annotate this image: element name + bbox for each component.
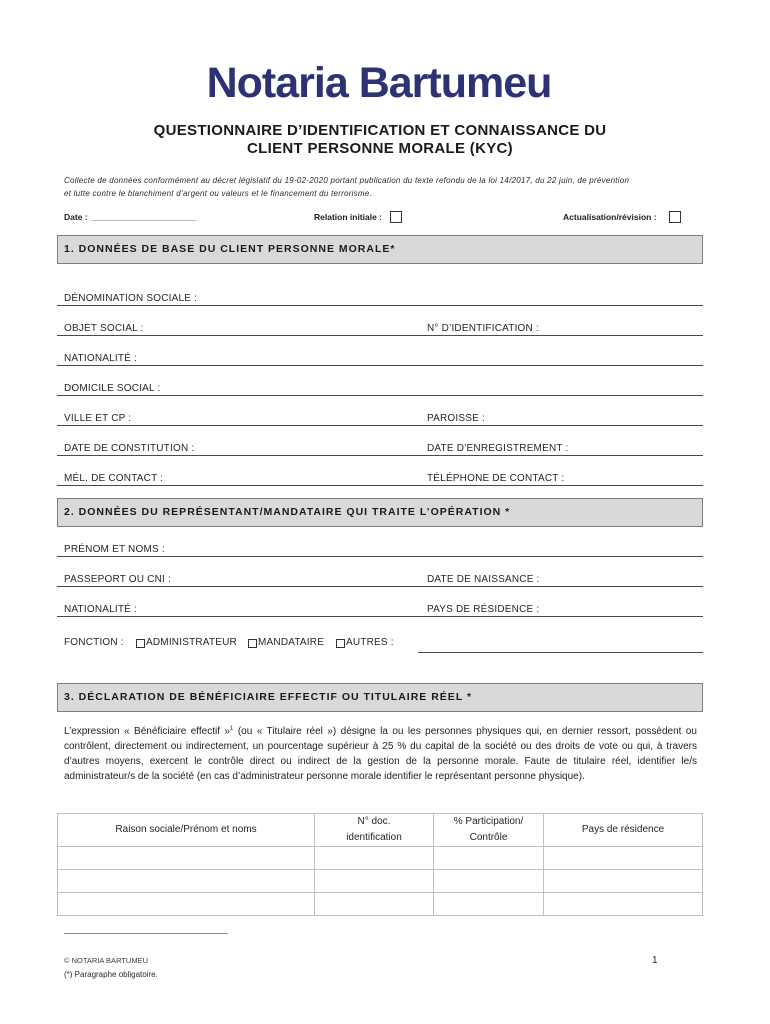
table-cell[interactable] [58,893,315,916]
nationalite-cell [57,336,703,365]
fonction-option-mandataire[interactable] [248,637,324,649]
mandatory-paragraph-note: (*) Paragraphe obligatoire. [64,970,158,979]
paroisse-label: PAROISSE : [427,413,485,424]
table-cell[interactable] [434,847,544,870]
table-cell[interactable] [544,870,703,893]
mandataire-label: MANDATAIRE [258,637,325,648]
section-3-heading: 3. DÉCLARATION DE BÉNÉFICIAIRE EFFECTIF OU TITULAIRE RÉEL * [57,683,703,712]
fonction-option-administrateur[interactable] [136,637,237,649]
header-pays-residence [544,814,703,847]
page-title-line-2: CLIENT PERSONNE MORALE (KYC) [247,140,513,157]
date-enregistrement-field[interactable] [568,443,703,455]
nationalite-residence-row [57,587,703,617]
page-title-line-1: QUESTIONNAIRE D’IDENTIFICATION ET CONNAISSANCE DU [153,122,607,139]
header-pays-residence-text: Pays de résidence [581,824,665,835]
table-cell[interactable] [315,870,434,893]
telephone-contact-field[interactable] [564,473,703,485]
date-label: Date : [64,212,88,222]
table-cell[interactable] [544,893,703,916]
table-row [58,847,703,870]
passeport-cni-field[interactable] [171,574,427,586]
header-participation [434,814,544,847]
paroisse-field[interactable] [485,413,703,425]
autres-checkbox[interactable] [336,639,345,648]
mandataire-checkbox[interactable] [248,639,257,648]
ville-cp-cell [57,396,427,425]
prenom-noms-field[interactable] [165,544,703,556]
table-cell[interactable] [58,847,315,870]
dates-row [57,426,703,456]
header-participation-line-2: Contrôle [469,832,508,843]
telephone-contact-cell [427,456,703,485]
pays-residence-field[interactable] [539,604,703,616]
fonction-option-autres[interactable] [336,637,394,649]
table-body [58,847,703,916]
numero-identification-field[interactable] [539,323,703,335]
date-naissance-cell [427,557,703,586]
date-naissance-label: DATE DE NAISSANCE : [427,574,540,585]
numero-identification-label: N° D’IDENTIFICATION : [427,323,539,334]
autres-field[interactable] [418,639,703,653]
mel-contact-label: MÉL. DE CONTACT : [64,473,164,484]
domicile-social-cell [57,366,703,395]
table-row [58,870,703,893]
date-enregistrement-cell [427,426,703,455]
legal-intro-line-1: Collecte de données conformément au décret législatif du 19-02-2020 portant publication du texte refondu de la loi 14/2017, du 22 juin, de prévention [64,176,630,185]
footnote-reference: 1 [230,726,234,732]
mel-contact-field[interactable] [163,473,427,485]
fonction-label: FONCTION : [64,637,124,648]
numero-identification-cell [427,306,703,335]
header-numero-document-line-2: identification [346,832,402,843]
header-numero-document [315,814,434,847]
objet-social-field[interactable] [144,323,428,335]
client-base-data-fields [57,276,703,486]
paroisse-cell [427,396,703,425]
table-cell[interactable] [434,893,544,916]
nationalite-field[interactable] [137,353,703,365]
table-row [58,893,703,916]
telephone-contact-label: TÉLÉPHONE DE CONTACT : [427,473,565,484]
copyright-notice: © NOTARIA BARTUMEU [64,956,149,965]
page-number: 1 [652,955,658,966]
table-cell[interactable] [315,847,434,870]
prenom-noms-cell [57,527,703,556]
pays-residence-label: PAYS DE RÉSIDENCE : [427,604,540,615]
relation-initiale-label: Relation initiale : [314,212,383,222]
nationalite-row [57,336,703,366]
objet-social-cell [57,306,427,335]
table-head [58,814,703,847]
relation-initiale-checkbox[interactable] [390,211,402,223]
page-title [0,122,760,158]
prenom-noms-row [57,527,703,557]
definition-text-start: L’expression « Bénéficiaire effectif » [64,726,231,737]
domicile-social-field[interactable] [160,383,703,395]
domicile-social-label: DOMICILE SOCIAL : [64,383,161,394]
table-cell[interactable] [58,870,315,893]
contact-row [57,456,703,486]
ville-paroisse-row [57,396,703,426]
date-group [64,211,196,223]
passeport-cni-cell [57,557,427,586]
administrateur-label: ADMINISTRATEUR [146,637,237,648]
header-raison-sociale [58,814,315,847]
header-numero-document-line-1: N° doc. [357,816,391,827]
denomination-sociale-field[interactable] [197,293,703,305]
beneficial-owners-table [57,813,703,916]
objet-social-row [57,306,703,336]
beneficial-owner-definition [64,724,697,784]
mel-contact-cell [57,456,427,485]
representant-nationalite-label: NATIONALITÉ : [64,604,137,615]
table-cell[interactable] [544,847,703,870]
date-field[interactable]: ______________________ [91,212,196,222]
date-constitution-field[interactable] [194,443,427,455]
representant-nationalite-field[interactable] [137,604,427,616]
passeport-naissance-row [57,557,703,587]
ville-cp-field[interactable] [131,413,427,425]
date-constitution-cell [57,426,427,455]
table-cell[interactable] [434,870,544,893]
header-raison-sociale-text: Raison sociale/Prénom et noms [115,824,257,835]
section-1-heading: 1. DONNÉES DE BASE DU CLIENT PERSONNE MORALE* [57,235,703,264]
notaria-bartumeu-logo: Notaria Bartumeu [206,59,552,107]
denomination-sociale-label: DÉNOMINATION SOCIALE : [64,293,198,304]
legal-intro [64,174,714,200]
actualisation-revision-label: Actualisation/révision : [563,212,657,222]
nationalite-label: NATIONALITÉ : [64,353,137,364]
objet-social-label: OBJET SOCIAL : [64,323,144,334]
date-enregistrement-label: DATE D’ENREGISTREMENT : [427,443,569,454]
denomination-sociale-cell [57,276,703,305]
date-naissance-field[interactable] [540,574,703,586]
header-participation-line-1: % Participation/ [453,816,524,827]
footnote-separator [64,933,228,934]
date-constitution-label: DATE DE CONSTITUTION : [64,443,195,454]
representative-fields [57,527,703,617]
autres-label: AUTRES : [346,637,394,648]
domicile-social-row [57,366,703,396]
administrateur-checkbox[interactable] [136,639,145,648]
prenom-noms-label: PRÉNOM ET NOMS : [64,544,165,555]
ville-cp-label: VILLE ET CP : [64,413,132,424]
section-2-heading: 2. DONNÉES DU REPRÉSENTANT/MANDATAIRE QUI TRAITE L’OPÉRATION * [57,498,703,527]
legal-intro-line-2: et lutte contre le blanchiment d’argent ou valeurs et le financement du terrorisme. [64,189,373,198]
table-cell[interactable] [315,893,434,916]
actualisation-revision-checkbox[interactable] [669,211,681,223]
representant-nationalite-cell [57,587,427,616]
definition-text-rest: (ou « Titulaire réel ») désigne la ou les personnes physiques qui, en dernier ressort, possèdent ou contrôlent, directement ou indirectement, un pourcentage supérieur à 25 % du capital de la société ou des droits de vote ou qui, à travers d’autres moyens, exercent le contrôle direct ou indirect de la gestion de la personne morale. Faute de titulaire réel, identifier le/s administrateur/s de la société (en cas d’administrateur personne morale identifier le représentant personne physique). [64,726,697,782]
denomination-sociale-row [57,276,703,306]
pays-residence-cell [427,587,703,616]
table-header-row [58,814,703,847]
passeport-cni-label: PASSEPORT OU CNI : [64,574,171,585]
